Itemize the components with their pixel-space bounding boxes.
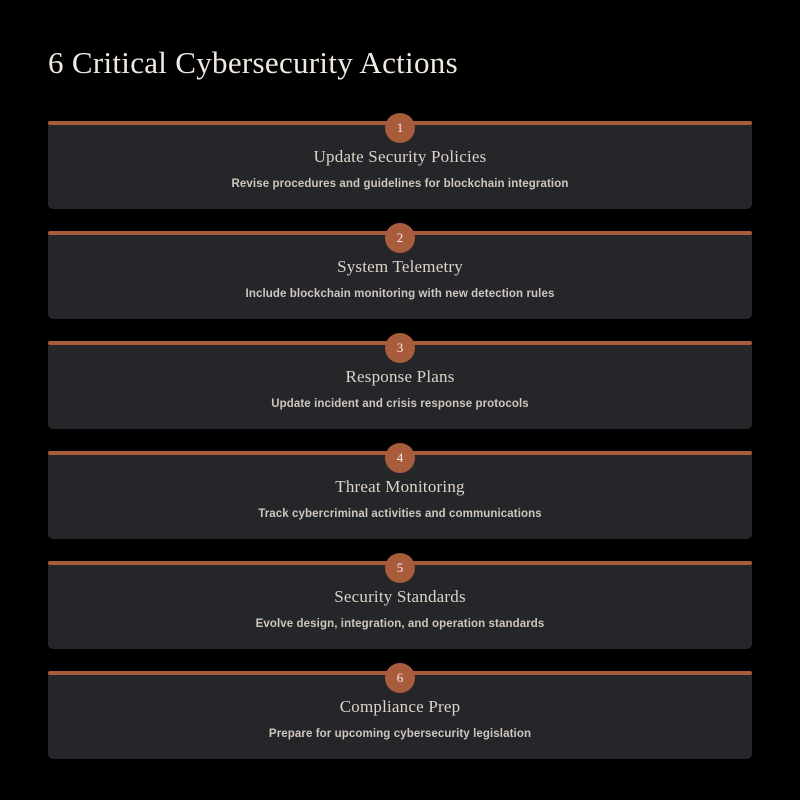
step-item: [48, 443, 752, 553]
step-item: [48, 553, 752, 663]
step-item: [48, 333, 752, 443]
step-item: [48, 223, 752, 333]
step-title: Response Plans: [345, 366, 455, 386]
step-title: Security Standards: [334, 586, 466, 606]
step-description: Track cybercriminal activities and communications: [258, 507, 542, 520]
step-description: Include blockchain monitoring with new detection rules: [245, 287, 555, 300]
step-number-badge: 2: [385, 223, 415, 253]
step-number-badge: 6: [385, 663, 415, 693]
step-title: Compliance Prep: [339, 696, 461, 716]
step-item: [48, 663, 752, 773]
step-title: Threat Monitoring: [335, 476, 465, 496]
page-title: 6 Critical Cybersecurity Actions: [48, 45, 458, 80]
step-item: [48, 113, 752, 223]
step-title: System Telemetry: [337, 256, 463, 276]
step-description: Prepare for upcoming cybersecurity legislation: [268, 727, 532, 740]
step-number-badge: 4: [385, 443, 415, 473]
step-number-badge: 1: [385, 113, 415, 143]
step-number-badge: 5: [385, 553, 415, 583]
steps-list: [48, 113, 752, 773]
step-number-badge: 3: [385, 333, 415, 363]
step-title: Update Security Policies: [313, 146, 487, 166]
step-description: Evolve design, integration, and operation standards: [255, 617, 545, 630]
step-description: Update incident and crisis response protocols: [271, 397, 529, 410]
step-description: Revise procedures and guidelines for blockchain integration: [231, 177, 569, 190]
